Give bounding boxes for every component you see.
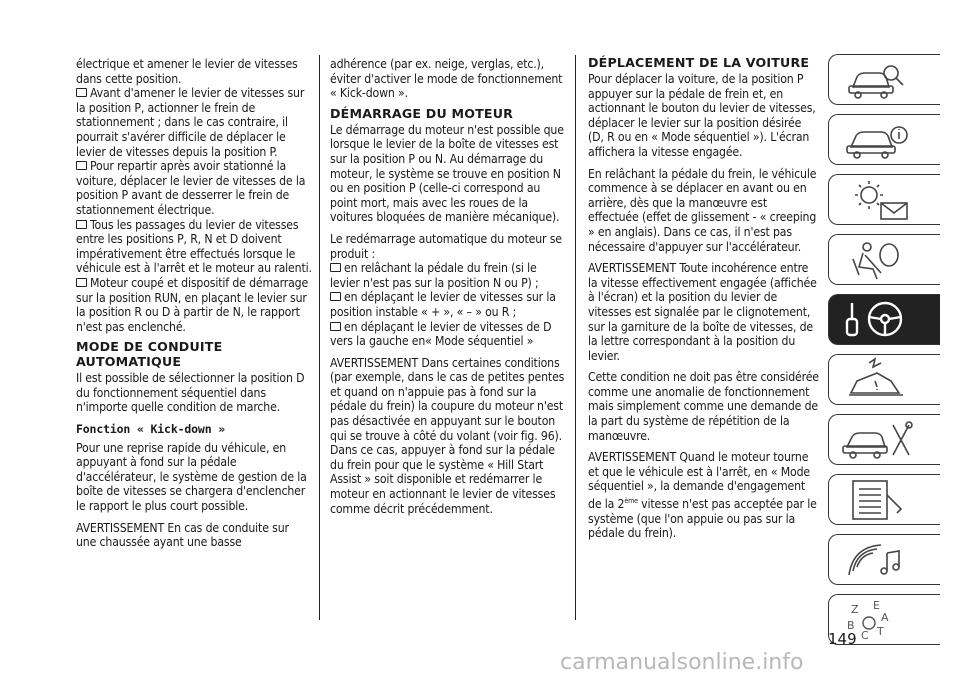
tab-emergency[interactable] xyxy=(828,354,940,405)
text-column-2 xyxy=(330,57,566,523)
paragraph: Pour une reprise rapide du véhicule, en appuyant à fond sur la pédale d'accélérateur, le système de gestion de la boîte de vitesses se chargera d'enclencher le rapport le plus court possible. xyxy=(76,440,307,514)
paragraph: Pour déplacer la voiture, de la position P appuyer sur la pédale de frein et, en actionnant le bouton du levier de vitesses, déplacer le levier sur la position désirée (D, R ou en « Mode séquentiel »). L'écran affichera la vitesse engagée. xyxy=(588,72,816,159)
paragraph: adhérence (par ex. neige, verglas, etc.), éviter d'activer le mode de fonctionnement « Kick-down ». xyxy=(330,57,563,101)
paragraph: En relâchant la pédale du frein, le véhicule commence à se déplacer en avant ou en arrière, dès que la manœuvre est effectuée (effet de glissement - « creeping » en anglais). Dans ce cas, il n'est pas nécessaire d'appuyer sur l'accélérateur. xyxy=(588,166,817,254)
column-separator-2 xyxy=(575,55,576,620)
section-heading: DÉMARRAGE DU MOTEUR xyxy=(330,105,514,121)
sub-heading: Fonction « Kick-down » xyxy=(76,422,226,437)
tab-safety[interactable] xyxy=(828,234,940,285)
bullet-box-icon xyxy=(76,161,87,170)
warning-paragraph: AVERTISSEMENT Dans certaines conditions (par exemple, dans le cas de petites pentes et quand on n'appuie pas à fond sur la pédale du frein) la coupure du moteur n'est pas désactivée en appuyant sur le bouton qui se trouve à côté du volant (voir fig. 96). Dans ce cas, appuyer à fond sur la pédale du frein pour que le système « Hill Start Assist » soit disponible et redémarrer le moteur en actionnant le levier de vitesses comme décrit précédemment. xyxy=(330,355,565,516)
index-letter: E xyxy=(873,599,880,612)
paragraph: Le redémarrage automatique du moteur se produit : xyxy=(330,231,562,261)
section-heading: MODE DE CONDUITE AUTOMATIQUE xyxy=(76,339,223,370)
airbag-seat-icon xyxy=(829,235,941,284)
tab-warning-lights[interactable] xyxy=(828,174,940,225)
key-steering-wheel-icon xyxy=(829,295,941,344)
bullet-item: Pour repartir après avoir stationné la voiture, déplacer le levier de vitesses de la position P avant de desserrer le frein de stationnement électrique. xyxy=(76,159,306,217)
tab-car-info[interactable] xyxy=(828,114,940,165)
bullet-box-icon xyxy=(76,88,87,97)
paragraph: Cette condition ne doit pas être considérée comme une anomalie de fonctionnement mais simplement comme une demande de la part du système de répétition de la manœuvre. xyxy=(588,370,819,443)
tab-starting-driving[interactable] xyxy=(828,294,940,345)
bullet-box-icon xyxy=(330,292,341,301)
watermark: carmanualsonline.info xyxy=(560,650,804,675)
tab-multimedia[interactable] xyxy=(828,534,940,585)
multimedia-icon xyxy=(829,535,941,584)
tab-service[interactable] xyxy=(828,414,940,465)
column-separator-1 xyxy=(319,55,320,620)
bullet-box-icon xyxy=(330,322,341,331)
maintenance-list-icon xyxy=(829,475,941,524)
text-column-3 xyxy=(588,55,820,548)
bullet-item: Avant d'amener le levier de vitesses sur la position P, actionner le frein de stationnement ; dans le cas contraire, il pourrait s'avérer difficile de déplacer le levier de vitesses depuis la position P. xyxy=(76,86,305,159)
car-accident-icon xyxy=(829,355,941,404)
warning-paragraph: AVERTISSEMENT Toute incohérence entre la vitesse effectivement engagée (affichée à l'écran) et la position du levier de vitesses est signalée par le clignotement, sur la garniture de la boîte de vitesses, de la lettre correspondant à la position du levier. xyxy=(588,261,817,363)
text-column-1 xyxy=(76,57,312,557)
paragraph: Le démarrage du moteur n'est possible que lorsque le levier de la boîte de vitesses est sur la position P ou N. Au démarrage du moteur, le système se trouve en position N ou en position P (celle-ci correspond au point mort, mais avec les roues de la voitures bloquées de manière mécanique). xyxy=(330,122,564,225)
paragraph: Il est possible de sélectionner la position D du fonctionnement séquentiel dans n'importe quelle condition de marche. xyxy=(76,371,305,415)
index-letter: C xyxy=(861,629,869,642)
bullet-item: Moteur coupé et dispositif de démarrage sur la position RUN, en plaçant le levier sur la position R ou D à partir de N, le rapport n'est pas enclenché. xyxy=(76,275,309,334)
car-service-tools-icon xyxy=(829,415,941,464)
bullet-item: en déplaçant le levier de vitesses de D vers la gauche en« Mode séquentiel » xyxy=(330,319,552,349)
paragraph: électrique et amener le levier de vitesses dans cette position. xyxy=(76,57,298,86)
section-heading: DÉPLACEMENT DE LA VOITURE xyxy=(588,55,810,70)
index-letter: A xyxy=(881,611,889,624)
page-number: 149 xyxy=(828,630,857,648)
car-search-icon xyxy=(829,55,941,104)
bullet-item: Tous les passages du levier de vitesses entre les positions P, R, N et D doivent impérativement être effectués lorsque le véhicule est à l'arrêt et le moteur au ralenti. xyxy=(76,217,312,276)
warning-light-message-icon xyxy=(829,175,941,224)
bullet-box-icon xyxy=(76,220,87,229)
bullet-box-icon xyxy=(330,263,341,272)
tab-technical-data[interactable] xyxy=(828,474,940,525)
tab-car-search[interactable] xyxy=(828,54,940,105)
bullet-item: en relâchant la pédale du frein (si le levier n'est pas sur la position N ou P) ; xyxy=(330,261,539,290)
index-letter: B xyxy=(847,619,855,632)
warning-paragraph: AVERTISSEMENT En cas de conduite sur une chaussée ayant une basse xyxy=(76,520,289,550)
bullet-box-icon xyxy=(76,278,87,287)
index-letter: T xyxy=(877,625,884,638)
car-info-icon xyxy=(829,115,941,164)
warning-paragraph: AVERTISSEMENT Quand le moteur tourne et que le véhicule est à l'arrêt, en « Mode séquentiel », la demande d'engagement de la 2ème vitesse n'est pas acceptée par le système (que l'on appuie ou pas sur la pédale du frein). xyxy=(588,450,817,541)
bullet-item: en déplaçant le levier de vitesses sur la position instable « + », « – » ou R ; xyxy=(330,290,556,319)
chapter-tabs xyxy=(828,54,940,654)
index-letter: Z xyxy=(851,603,859,616)
